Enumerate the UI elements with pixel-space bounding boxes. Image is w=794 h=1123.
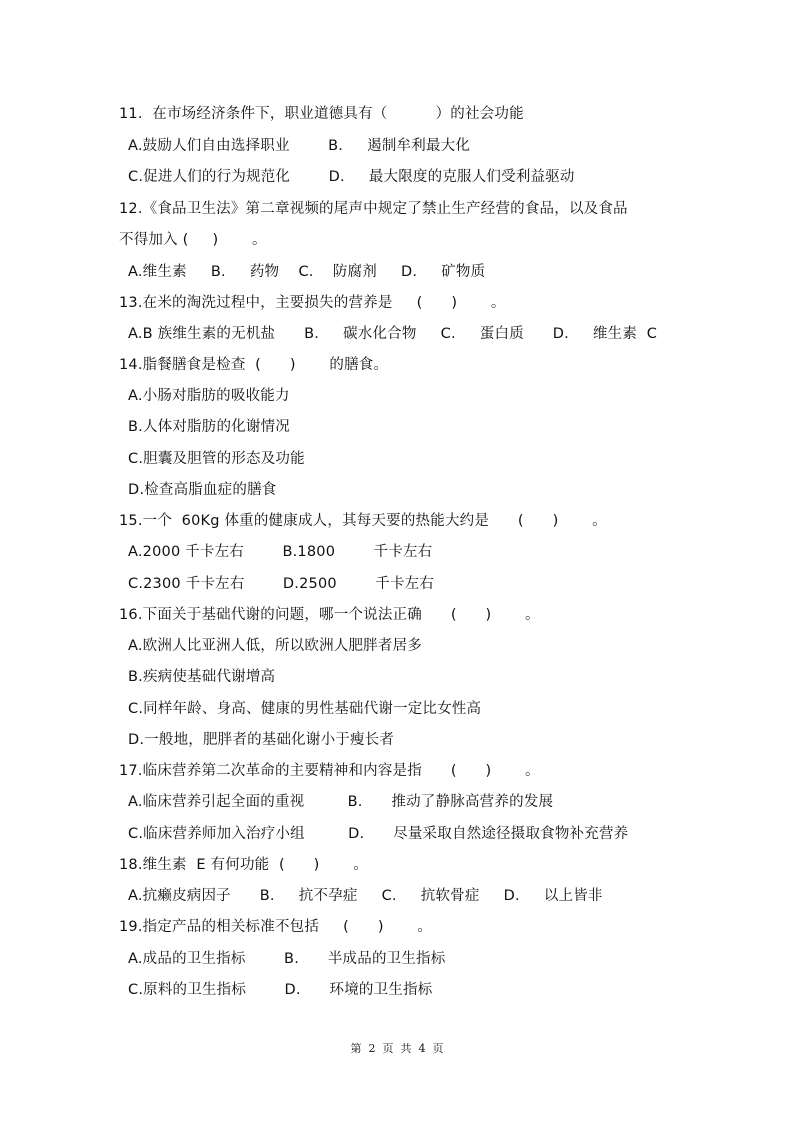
question-19-option-line-2: C.原料的卫生指标 D. 环境的卫生指标	[128, 982, 433, 998]
question-14-stem: 14.脂餐膳食是检查 ( ) 的膳食。	[119, 357, 389, 373]
question-18-stem: 18.维生素 E 有何功能 ( ) 。	[119, 857, 368, 873]
question-12-stem-line-1: 12.《食品卫生法》第二章视频的尾声中规定了禁止生产经营的食品，以及食品	[119, 201, 628, 217]
question-14-option-b: B.人体对脂肪的化谢情况	[128, 419, 290, 435]
page-number-footer: 第 2 页 共 4 页	[350, 1042, 444, 1055]
question-14-option-a: A.小肠对脂肪的吸收能力	[128, 388, 290, 404]
question-11-stem: 11. 在市场经济条件下，职业道德具有（ ）的社会功能	[119, 106, 524, 122]
question-19-stem: 19.指定产品的相关标准不包括 ( ) 。	[119, 919, 433, 935]
question-17-stem: 17.临床营养第二次革命的主要精神和内容是指 ( ) 。	[119, 763, 540, 779]
question-13-stem: 13.在米的淘洗过程中，主要损失的营养是 ( ) 。	[119, 295, 506, 311]
question-16-option-a: A.欧洲人比亚洲人低，所以欧洲人肥胖者居多	[128, 638, 422, 654]
question-19-option-line-1: A.成品的卫生指标 B. 半成品的卫生指标	[128, 951, 446, 967]
question-18-option-line-1: A.抗癞皮病因子 B. 抗不孕症 C. 抗软骨症 D. 以上皆非	[128, 888, 603, 904]
question-12-option-line-1: A.维生素 B. 药物 C. 防腐剂 D. 矿物质	[128, 264, 486, 280]
question-15-stem: 15.一个 60Kg 体重的健康成人，其每天要的热能大约是 ( ) 。	[119, 513, 607, 529]
question-16-option-b: B.疾病使基础代谢增高	[128, 669, 276, 685]
question-17-option-line-1: A.临床营养引起全面的重视 B. 推动了静脉高营养的发展	[128, 794, 554, 810]
question-12-stem-line-2: 不得加入 ( ) 。	[119, 232, 267, 248]
question-11-option-line-2: C.促进人们的行为规范化 D. 最大限度的克服人们受利益驱动	[128, 169, 575, 185]
question-16-option-c: C.同样年龄、身高、健康的男性基础代谢一定比女性高	[128, 701, 482, 717]
question-16-stem: 16.下面关于基础代谢的问题，哪一个说法正确 ( ) 。	[119, 607, 540, 623]
question-17-option-line-2: C.临床营养师加入治疗小组 D. 尽量采取自然途径摄取食物补充营养	[128, 826, 629, 842]
question-15-option-line-1: A.2000 千卡左右 B.1800 千卡左右	[128, 544, 433, 560]
question-15-option-line-2: C.2300 千卡左右 D.2500 千卡左右	[128, 576, 435, 592]
question-16-option-d: D.一般地，肥胖者的基础化谢小于瘦长者	[128, 732, 395, 748]
question-11-option-line-1: A.鼓励人们自由选择职业 B. 遏制牟利最大化	[128, 138, 471, 154]
question-14-option-c: C.胆囊及胆管的形态及功能	[128, 451, 305, 467]
question-14-option-d: D.检查高脂血症的膳食	[128, 482, 277, 498]
question-13-option-line-1: A.B 族维生素的无机盐 B. 碳水化合物 C. 蛋白质 D. 维生素 C	[128, 326, 658, 342]
